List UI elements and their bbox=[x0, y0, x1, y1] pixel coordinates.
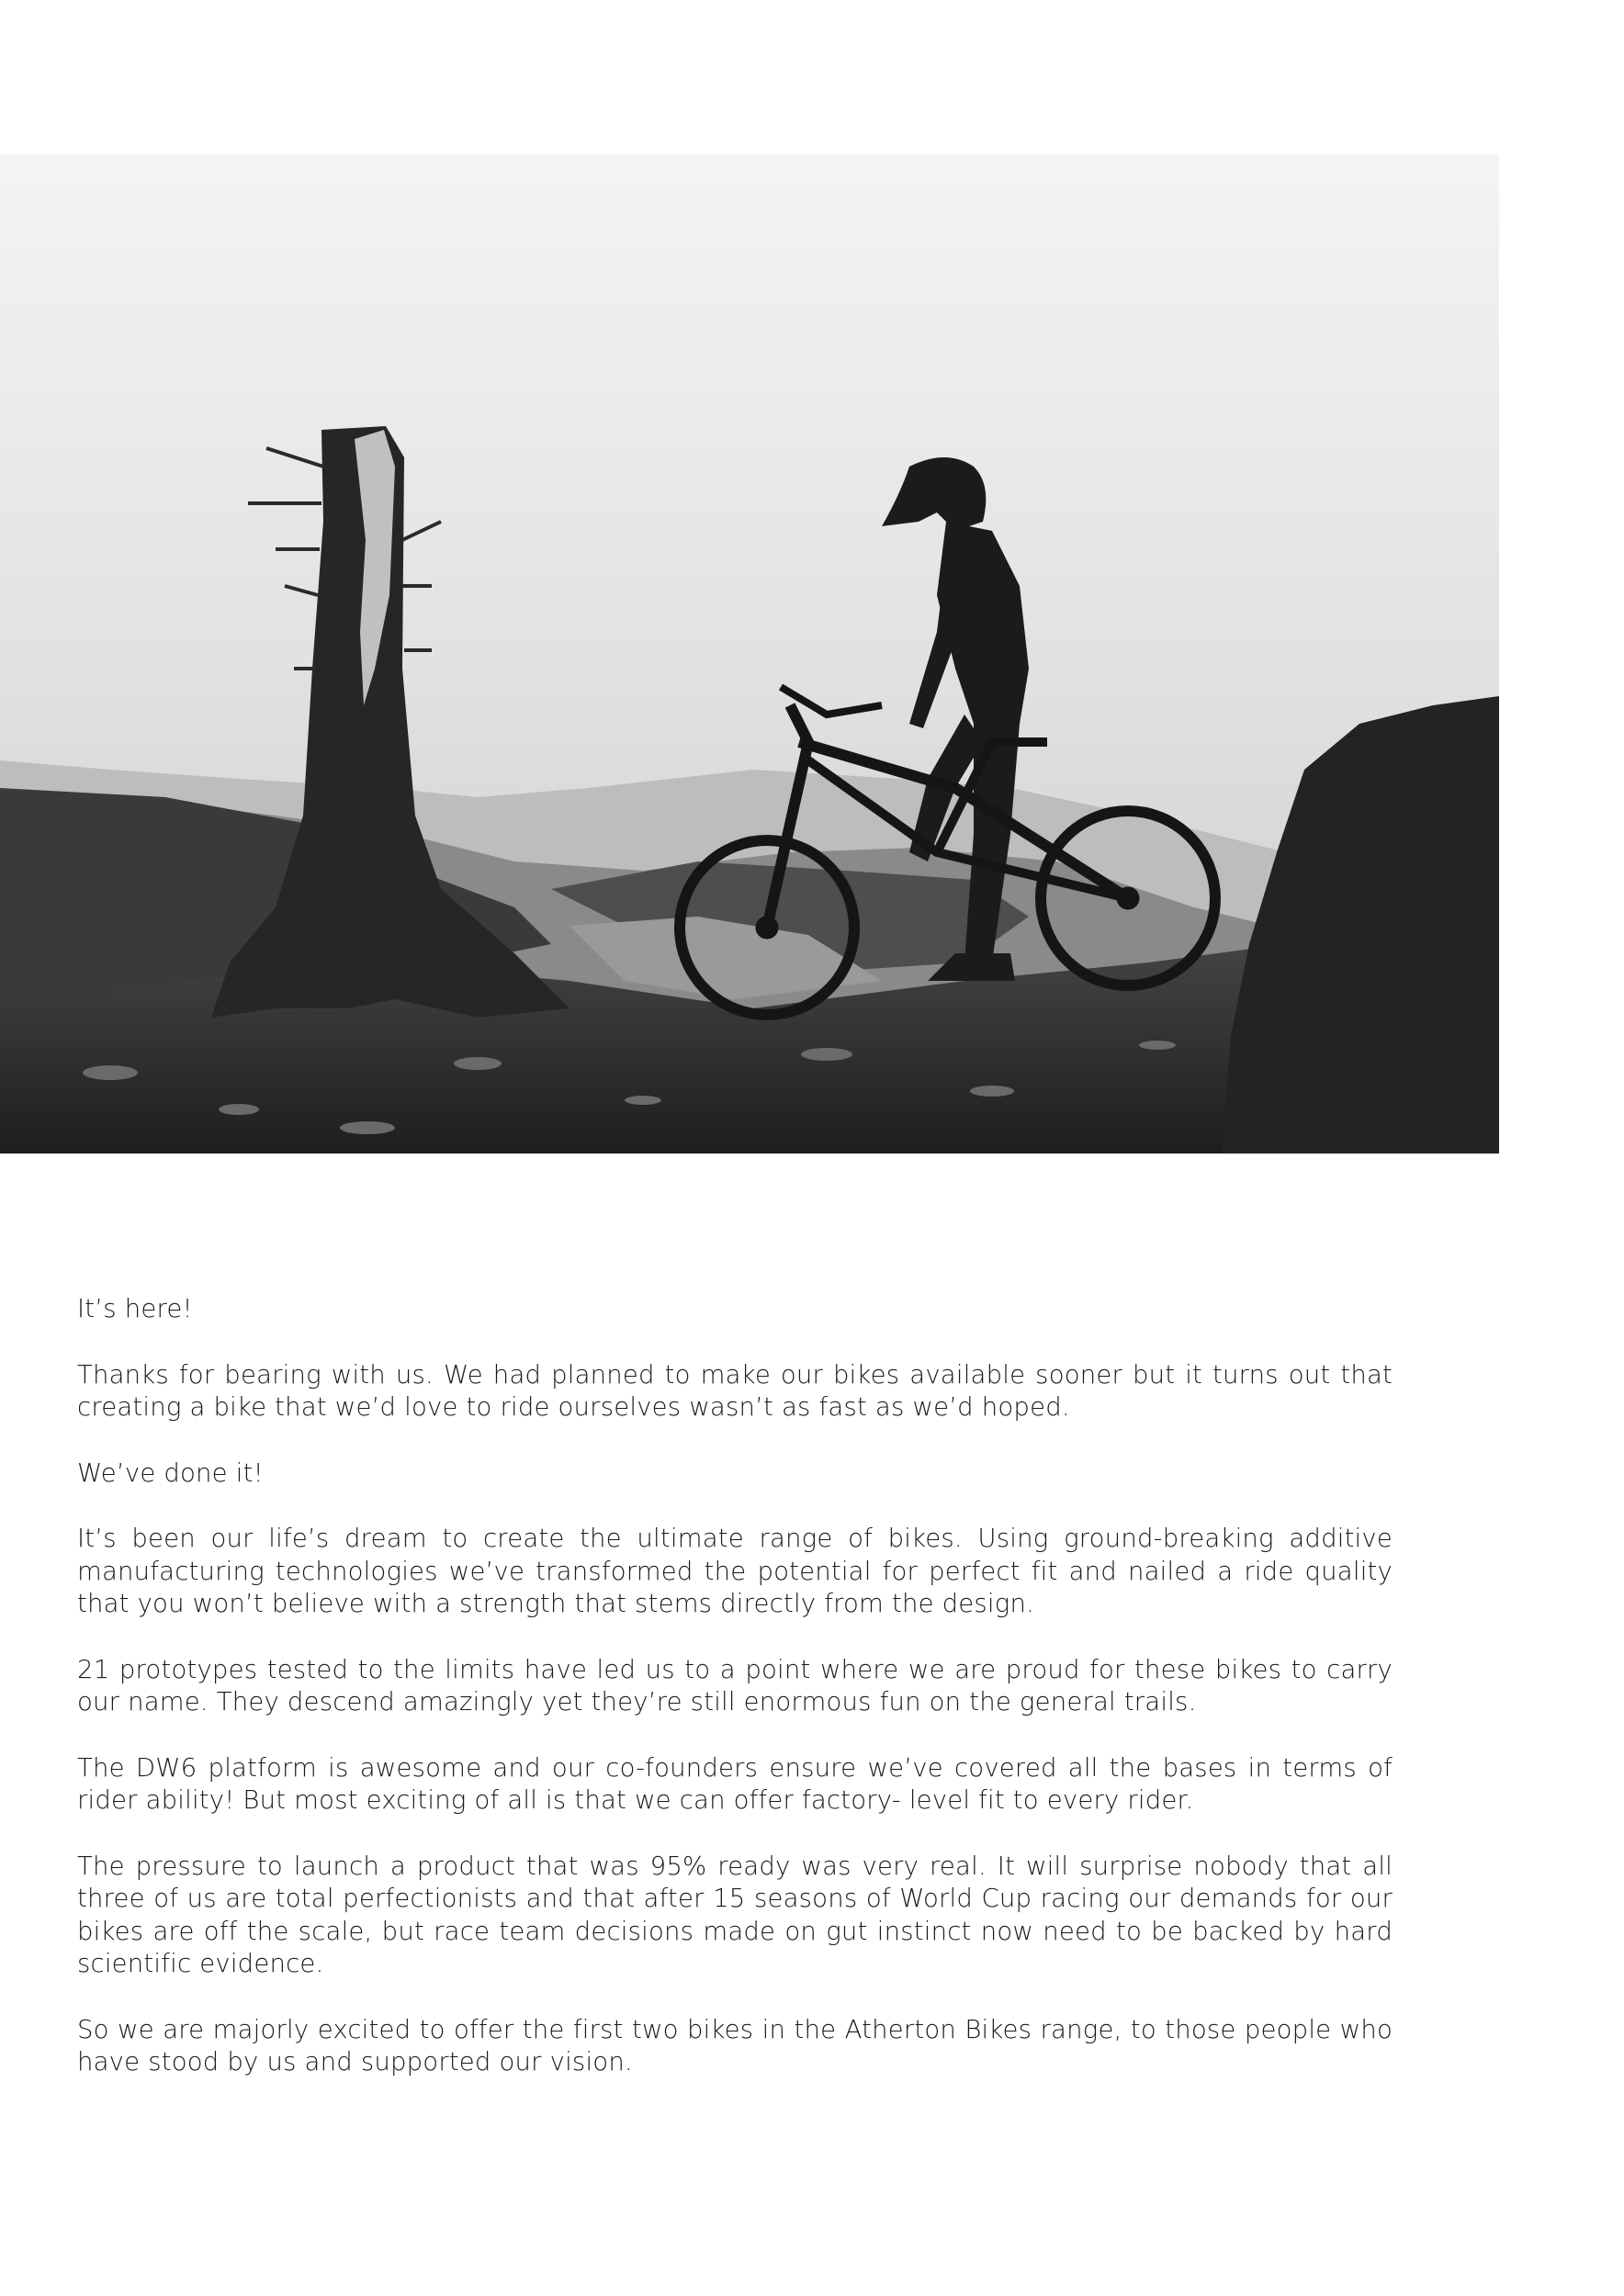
paragraph: It’s been our life’s dream to create the ultimate range of bikes. Using ground-breaking additive manufacturing technologies we’ve transformed the potential for perfect fit and nailed a ride quality that you won’t believe with a strength that stems directly from the design. bbox=[77, 1524, 1393, 1618]
paragraph: 21 prototypes tested to the limits have led us to a point where we are proud for these bikes to carry our name. They descend amazingly yet they’re still enormous fun on the general trails. bbox=[77, 1654, 1393, 1716]
mountain-biker-photo bbox=[0, 154, 1499, 1154]
paragraph: We’ve done it! bbox=[77, 1458, 264, 1488]
paragraph: The pressure to launch a product that was 95% ready was very real. It will surprise nobody that all three of us are total perfectionists and that after 15 seasons of World Cup racing our demands for our bikes are off the scale, but race team decisions made on gut instinct now need to be backed by hard scientific evidence. bbox=[77, 1851, 1393, 1978]
paragraph: Thanks for bearing with us. We had planned to make our bikes available sooner but it turns out that creating a bike that we’d love to ride ourselves wasn’t as fast as we’d hoped. bbox=[77, 1359, 1393, 1422]
paragraph-intro: It’s here! bbox=[77, 1294, 193, 1323]
paragraph: The DW6 platform is awesome and our co-founders ensure we’ve covered all the bases in terms of rider ability! But most exciting of all is that we can offer factory- level fit to every rider. bbox=[77, 1752, 1393, 1815]
paragraph: So we are majorly excited to offer the first two bikes in the Atherton Bikes range, to those people who have stood by us and supported our vision. bbox=[77, 2014, 1393, 2077]
article-body bbox=[77, 1293, 1393, 2112]
